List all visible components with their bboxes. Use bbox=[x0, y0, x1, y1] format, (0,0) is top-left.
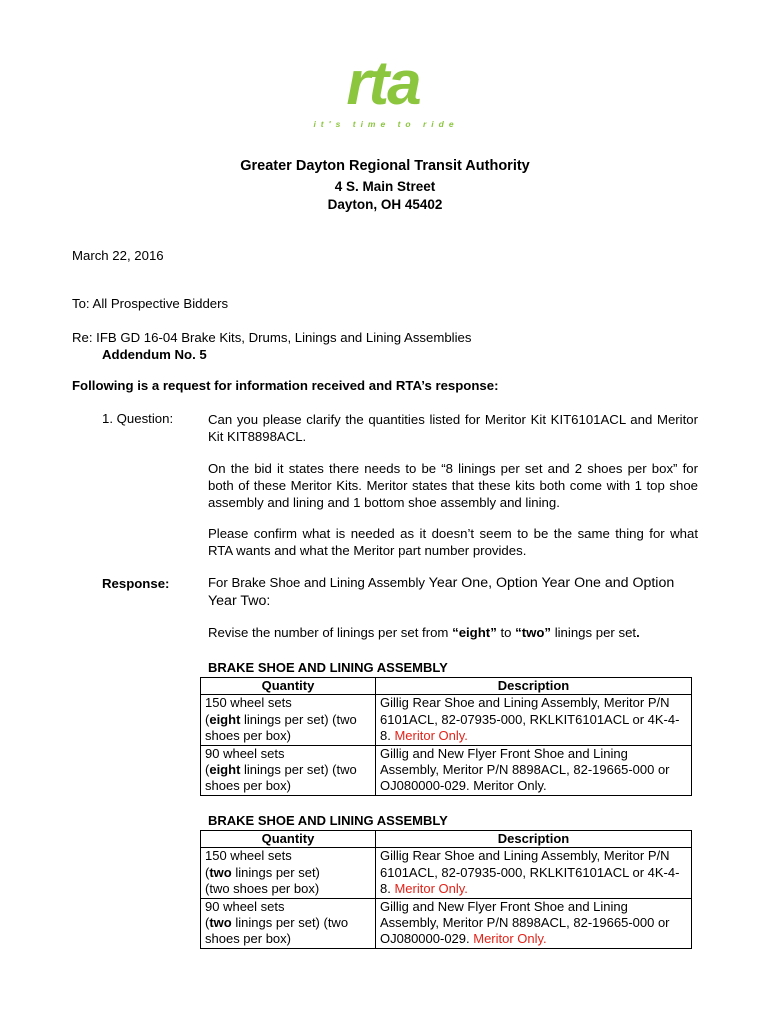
table-header-row bbox=[201, 678, 692, 695]
table2-r2-quantity: 90 wheel sets (two linings per set) (two shoes per box) bbox=[201, 898, 376, 948]
table-header-row bbox=[201, 831, 692, 848]
table2-col-description: Description bbox=[376, 831, 692, 848]
question-paragraph-1: Can you please clarify the quantities listed for Meritor Kit KIT6101ACL and Meritor Kit KIT8898ACL. bbox=[208, 412, 698, 444]
table2 bbox=[200, 830, 692, 949]
old-value: “eight” bbox=[452, 625, 497, 640]
table1-r1-description: Gillig Rear Shoe and Lining Assembly, Meritor P/N 6101ACL, 82-07935-000, RKLKIT6101ACL or 4K-4-8. Meritor Only. bbox=[376, 695, 692, 745]
re-line: Re: IFB GD 16-04 Brake Kits, Drums, Linings and Lining Assemblies bbox=[72, 330, 472, 345]
logo-tagline: it's time to ride bbox=[313, 119, 459, 129]
table2-r1-quantity: 150 wheel sets (two linings per set) (two shoes per box) bbox=[201, 848, 376, 898]
question-label: 1. Question: bbox=[102, 411, 174, 426]
org-city: Dayton, OH 45402 bbox=[327, 197, 443, 212]
rta-logo-graphic bbox=[288, 58, 478, 130]
org-street: 4 S. Main Street bbox=[334, 179, 436, 194]
response-years: Year One, Option Year One and Option Year Two: bbox=[208, 575, 675, 609]
table1-col-quantity: Quantity bbox=[201, 678, 376, 695]
rta-logo bbox=[288, 58, 478, 130]
table1-caption: BRAKE SHOE AND LINING ASSEMBLY bbox=[208, 660, 448, 675]
response-paragraph-2: Revise the number of linings per set from “eight” to “two” linings per set. bbox=[208, 625, 640, 640]
table2-col-quantity: Quantity bbox=[201, 831, 376, 848]
letter-date: March 22, 2016 bbox=[72, 248, 164, 263]
table-row bbox=[201, 745, 692, 795]
table2-r1-description: Gillig Rear Shoe and Lining Assembly, Meritor P/N 6101ACL, 82-07935-000, RKLKIT6101ACL or 4K-4-8. Meritor Only. bbox=[376, 848, 692, 898]
table1-r2-quantity: 90 wheel sets (eight linings per set) (two shoes per box) bbox=[201, 745, 376, 795]
logo-wordmark: rta bbox=[346, 58, 420, 118]
intro-line: Following is a request for information received and RTA’s response: bbox=[72, 378, 499, 393]
org-name: Greater Dayton Regional Transit Authority bbox=[240, 158, 530, 174]
table2-caption: BRAKE SHOE AND LINING ASSEMBLY bbox=[208, 813, 448, 828]
table-row bbox=[201, 695, 692, 745]
response-paragraph-1 bbox=[208, 574, 703, 610]
response-label: Response: bbox=[102, 576, 170, 591]
table-row bbox=[201, 848, 692, 898]
table-row bbox=[201, 898, 692, 948]
question-paragraph-2: On the bid it states there needs to be “8 linings per set and 2 shoes per box” for both of these Meritor Kits. Meritor states that these kits both come with 1 top shoe assembly and lining and 1 bottom shoe assembly and lining. bbox=[208, 461, 698, 510]
addendum-number: Addendum No. 5 bbox=[102, 347, 207, 362]
question-paragraph-3: Please confirm what is needed as it doesn’t seem to be the same thing for what RTA wants and what the Meritor part number provides. bbox=[208, 526, 698, 558]
table1 bbox=[200, 677, 692, 796]
table2-r2-description: Gillig and New Flyer Front Shoe and Lining Assembly, Meritor P/N 8898ACL, 82-19665-000 or OJ080000-029. Meritor Only. bbox=[376, 898, 692, 948]
to-line: To: All Prospective Bidders bbox=[72, 296, 229, 311]
table1-r2-description: Gillig and New Flyer Front Shoe and Lining Assembly, Meritor P/N 8898ACL, 82-19665-000 or OJ080000-029. Meritor Only. bbox=[376, 745, 692, 795]
new-value: “two” bbox=[515, 625, 552, 640]
table1-r1-quantity: 150 wheel sets (eight linings per set) (two shoes per box) bbox=[201, 695, 376, 745]
response-intro: For Brake Shoe and Lining Assembly bbox=[208, 575, 425, 590]
table1-col-description: Description bbox=[376, 678, 692, 695]
